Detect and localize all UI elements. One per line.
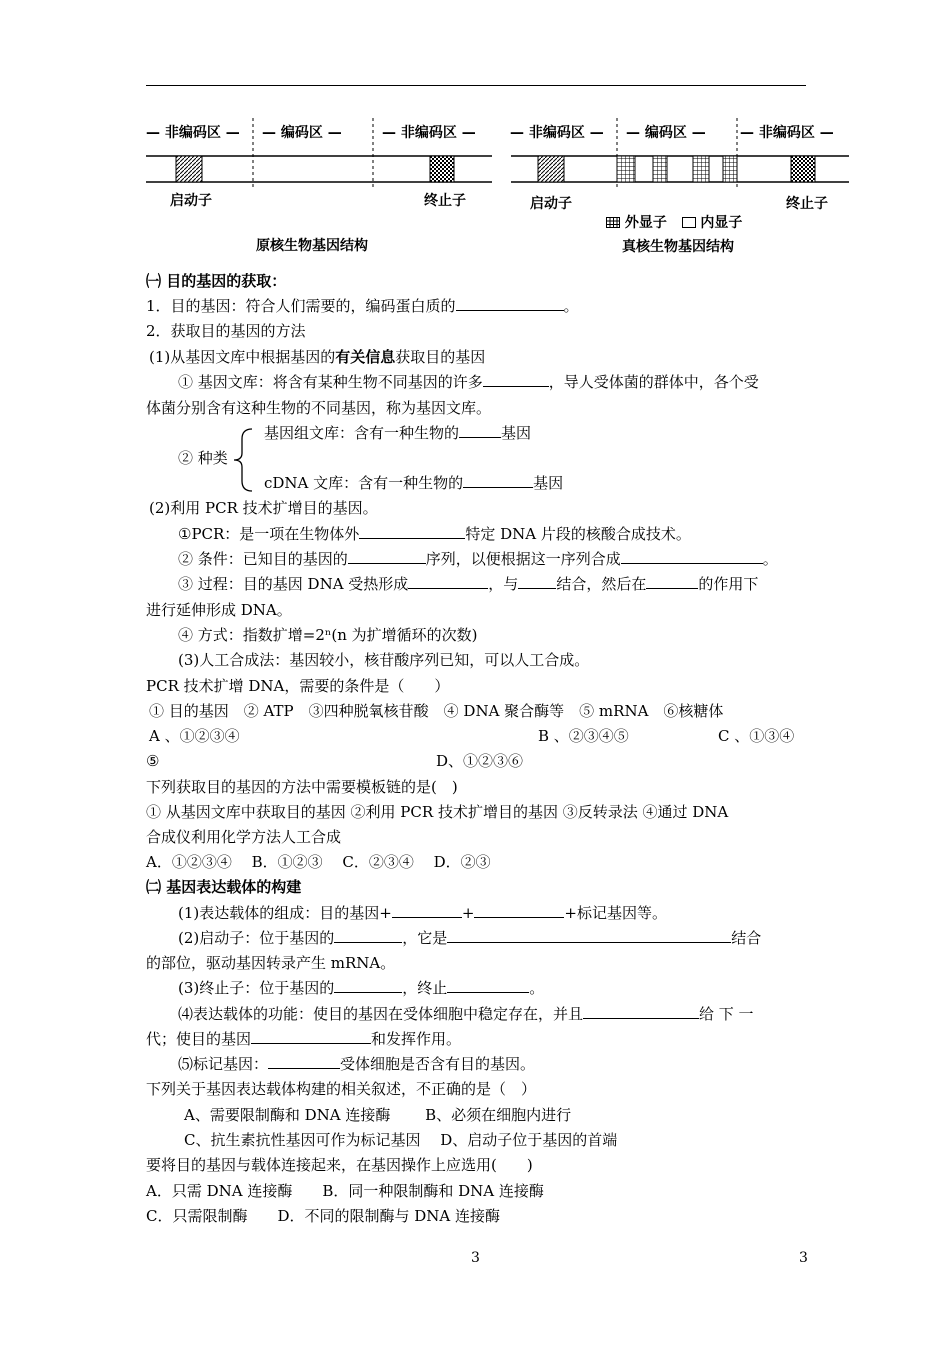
prok-noncoding-left-label: — 非编码区 — (146, 125, 240, 141)
euk-legend (606, 212, 742, 232)
option-c-cont: ⑤ (146, 752, 160, 770)
question-pcr-items: ① 目的基因 ② ATP ③四种脱氧核苷酸 ④ DNA 聚合酶等 ⑤ mRNA ⑥核糖体 (149, 702, 724, 720)
text-c: +标记基因等。 (564, 904, 667, 922)
text-a: ② 条件：已知目的基因的 (178, 550, 348, 568)
text-b: 特定 DNA 片段的核酸合成技术。 (465, 525, 691, 543)
text-b: ，与 (488, 575, 519, 593)
euk-promoter-label: 启动子 (530, 196, 572, 212)
prok-noncoding-right-label: — 非编码区 — (382, 125, 476, 141)
line-promoter (178, 928, 761, 948)
text-a: (2)启动子：位于基因的 (178, 929, 335, 947)
line-pcr-conditions (178, 549, 778, 569)
line-vector-function-cont (146, 1029, 461, 1049)
prok-promoter-label: 启动子 (170, 193, 212, 209)
text-b: ，导人受体菌的群体中，各个受 (548, 373, 759, 391)
line-methods: 2．获取目的基因的方法 (146, 322, 306, 340)
text-b: 序列，以便根据这一序列合成 (425, 550, 621, 568)
text-c: 。 (762, 550, 778, 568)
intron-legend-label: 内显子 (700, 215, 743, 231)
question-template-items: ① 从基因文库中获取目的基因 ②利用 PCR 技术扩增目的基因 ③反转录法 ④通过 DNA (146, 803, 729, 821)
euk-noncoding-left-label: — 非编码区 — (510, 125, 604, 141)
text-a: ①PCR：是一项在生物体外 (178, 525, 360, 543)
text-bold: 有关信息 (335, 348, 396, 366)
prok-caption: 原核生物基因结构 (256, 238, 368, 254)
text-b: + (461, 904, 475, 922)
question-template-strand: 下列获取目的基因的方法中需要模板链的是( ) (146, 778, 458, 796)
line-cdna-library (264, 473, 563, 493)
page-number-right: 3 (799, 1250, 808, 1266)
fill-blank (334, 928, 402, 943)
text-a: ③ 过程：目的基因 DNA 受热形成 (178, 575, 409, 593)
prok-coding-label: — 编码区 — (262, 125, 342, 141)
question-template-items-cont: 合成仪利用化学方法人工合成 (146, 828, 342, 846)
text-b: ，它是 (402, 929, 448, 947)
exon-legend-label: 外显子 (624, 215, 667, 231)
text-a: 1．目的基因：符合人们需要的，编码蛋白质的 (146, 297, 456, 315)
question-template-options: A．①②③④ B．①②③ C．②③④ D．②③ (146, 853, 491, 871)
euk-coding-label: — 编码区 — (626, 125, 706, 141)
line-library-def (178, 372, 759, 392)
question-ligation: 要将目的基因与载体连接起来，在基因操作上应选用( ) (146, 1156, 533, 1174)
text-a: (1)从基因文库中根据基因的 (149, 348, 336, 366)
fill-blank (268, 1054, 340, 1069)
question-ligation-options-ab: A．只需 DNA 连接酶 B．同一种限制酶和 DNA 连接酶 (146, 1182, 544, 1200)
option-d: D、①②③⑥ (436, 752, 524, 770)
option-c: C 、①③④ (718, 727, 795, 745)
left-brace-icon (232, 427, 256, 493)
header-rule (146, 85, 806, 86)
section1-heading: ㈠ 目的基因的获取： (146, 272, 287, 290)
text-b: 基因 (533, 474, 564, 492)
euk-gene-bar (505, 110, 855, 190)
euk-terminator-label: 终止子 (786, 196, 828, 212)
text-a: ① 基因文库：将含有某种生物不同基因的许多 (178, 373, 483, 391)
option-b: B 、②③④⑤ (538, 727, 629, 745)
line-genomic-library (264, 423, 531, 443)
euk-noncoding-right-label: — 非编码区 — (740, 125, 834, 141)
fill-blank (646, 574, 698, 589)
fill-blank (359, 524, 465, 539)
text-a: 基因组文库：含有一种生物的 (264, 424, 460, 442)
fill-blank (474, 903, 564, 918)
fill-blank (518, 574, 556, 589)
option-a: A 、①②③④ (149, 727, 240, 745)
question-pcr-conditions: PCR 技术扩增 DNA，需要的条件是（ ） (146, 677, 450, 695)
line-genome-library-method (149, 347, 485, 367)
line-pcr-process-cont: 进行延伸形成 DNA。 (146, 601, 292, 619)
fill-blank (447, 928, 731, 943)
question-vector-options-ab: A、需要限制酶和 DNA 连接酶 B、必须在细胞内进行 (184, 1106, 572, 1124)
text-b: 。 (563, 297, 579, 315)
text-a: (1)表达载体的组成：目的基因+ (178, 904, 392, 922)
fill-blank (621, 549, 763, 564)
line-pcr-title: (2)利用 PCR 技术扩增目的基因。 (149, 499, 378, 517)
fill-blank (463, 473, 533, 488)
question-ligation-options-cd: C．只需限制酶 D．不同的限制酶与 DNA 连接酶 (146, 1207, 501, 1225)
line-terminator (178, 978, 544, 998)
fill-blank (334, 978, 402, 993)
text-b: 受体细胞是否含有目的基因。 (340, 1055, 536, 1073)
text-a: ⑷表达载体的功能：使目的基因在受体细胞中稳定存在，并且 (178, 1005, 584, 1023)
line-vector-function (178, 1004, 754, 1024)
text-b: 基因 (501, 424, 532, 442)
text-b: 给 下 一 (699, 1005, 754, 1023)
text-b: ，终止 (402, 979, 448, 997)
fill-blank (408, 574, 488, 589)
fill-blank (348, 549, 426, 564)
page-number-center: 3 (471, 1250, 480, 1266)
line-target-gene-def (146, 296, 579, 316)
text-c: 获取目的基因 (395, 348, 486, 366)
line-pcr-mode: ④ 方式：指数扩增=2ⁿ(n 为扩增循环的次数) (178, 626, 478, 644)
fill-blank (483, 372, 549, 387)
section2-heading: ㈡ 基因表达载体的构建 (146, 878, 302, 896)
fill-blank (459, 423, 501, 438)
kinds-label: ② 种类 (178, 449, 228, 467)
prok-terminator-label: 终止子 (424, 193, 466, 209)
fill-blank (456, 296, 564, 311)
text-a: ⑸标记基因： (178, 1055, 269, 1073)
fill-blank (392, 903, 462, 918)
text-a: 代；使目的基因 (146, 1030, 252, 1048)
line-pcr-process (178, 574, 758, 594)
text-c: 结合，然后在 (556, 575, 647, 593)
question-vector-options-cd: C、抗生素抗性基因可作为标记基因 D、启动子位于基因的首端 (184, 1131, 618, 1149)
text-c: 。 (529, 979, 545, 997)
fill-blank (583, 1004, 699, 1019)
euk-caption: 真核生物基因结构 (622, 239, 734, 255)
line-library-def-cont: 体菌分别含有这种生物的不同基因，称为基因文库。 (146, 399, 492, 417)
text-a: (3)终止子：位于基因的 (178, 979, 335, 997)
text-a: cDNA 文库：含有一种生物的 (264, 474, 464, 492)
prok-gene-bar (140, 110, 500, 190)
fill-blank (447, 978, 529, 993)
intron-legend-icon (682, 217, 696, 228)
text-d: 的作用下 (698, 575, 759, 593)
line-pcr-def (178, 524, 691, 544)
exon-legend-icon (606, 217, 620, 228)
text-c: 结合 (731, 929, 762, 947)
question-vector-construction: 下列关于基因表达载体构建的相关叙述，不正确的是（ ） (146, 1080, 537, 1098)
line-vector-components (178, 903, 667, 923)
line-promoter-cont: 的部位，驱动基因转录产生 mRNA。 (146, 954, 396, 972)
line-artificial-synthesis: (3)人工合成法：基因较小，核苷酸序列已知，可以人工合成。 (178, 651, 590, 669)
text-b: 和发挥作用。 (371, 1030, 462, 1048)
line-marker-gene (178, 1054, 535, 1074)
fill-blank (251, 1029, 371, 1044)
